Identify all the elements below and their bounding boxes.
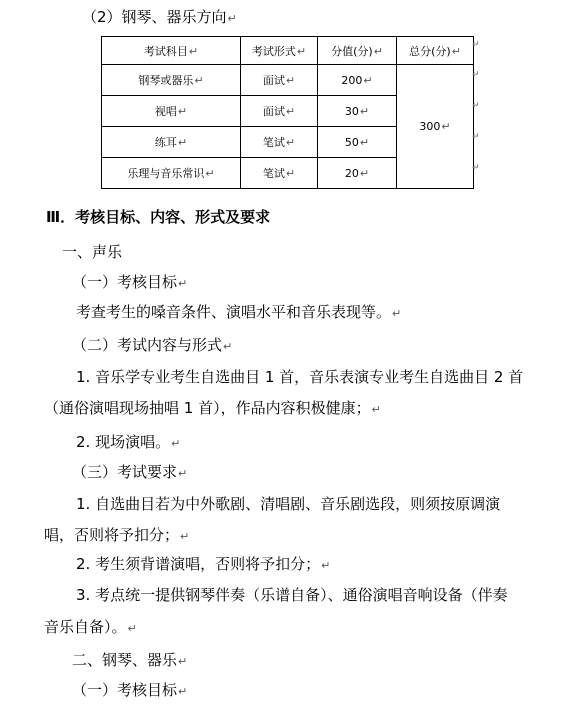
subsection-heading: 二、钢琴、器乐↵ xyxy=(72,651,188,669)
score-cell: 200↵ xyxy=(318,65,397,96)
paragraph: 2. 现场演唱。↵ xyxy=(76,433,181,451)
item-heading: （二）考试内容与形式↵ xyxy=(72,336,233,354)
item-heading: （三）考试要求↵ xyxy=(72,463,188,481)
subject-cell: 乐理与音乐常识↵ xyxy=(102,158,241,189)
subsection-heading: 一、声乐 xyxy=(62,243,123,261)
score-cell: 30↵ xyxy=(318,96,397,127)
paragraph: （通俗演唱现场抽唱 1 首），作品内容积极健康；↵ xyxy=(44,399,381,417)
section-heading-text: （2）钢琴、器乐方向 xyxy=(82,8,227,26)
form-cell: 面试↵ xyxy=(241,65,318,96)
subject-cell: 练耳↵ xyxy=(102,127,241,158)
score-table xyxy=(101,36,474,189)
form-cell: 面试↵ xyxy=(241,96,318,127)
row-end-mark-icon: ↵ xyxy=(472,101,480,111)
row-end-mark-icon: ↵ xyxy=(472,70,480,80)
score-cell: 20↵ xyxy=(318,158,397,189)
row-end-mark-icon: ↵ xyxy=(472,132,480,142)
row-end-mark-icon: ↵ xyxy=(472,163,480,173)
item-heading: （一）考核目标↵ xyxy=(72,273,188,291)
chapter-heading: Ⅲ．考核目标、内容、形式及要求 xyxy=(46,208,271,226)
table-row xyxy=(102,65,474,96)
score-cell: 50↵ xyxy=(318,127,397,158)
table-header-row xyxy=(102,37,474,65)
row-end-mark-icon: ↵ xyxy=(472,40,480,50)
form-cell: 笔试↵ xyxy=(241,127,318,158)
paragraph: 考查考生的嗓音条件、演唱水平和音乐表现等。↵ xyxy=(76,303,402,321)
item-heading: （一）考核目标↵ xyxy=(72,681,188,699)
paragraph: 音乐自备）。↵ xyxy=(44,618,137,636)
header-cell: 考试科目↵ xyxy=(102,37,241,65)
paragraph: 1. 自选曲目若为中外歌剧、清唱剧、音乐剧选段，则须按原调演 xyxy=(76,495,501,513)
header-cell: 分值(分)↵ xyxy=(318,37,397,65)
total-cell: 300↵ xyxy=(397,65,474,189)
subject-cell: 视唱↵ xyxy=(102,96,241,127)
paragraph: 唱，否则将予扣分；↵ xyxy=(44,526,190,544)
form-cell: 笔试↵ xyxy=(241,158,318,189)
section-heading xyxy=(82,7,237,29)
paragraph: 2. 考生须背谱演唱，否则将予扣分；↵ xyxy=(76,555,331,573)
paragraph-mark-icon: ↵ xyxy=(227,12,237,25)
subject-cell: 钢琴或器乐↵ xyxy=(102,65,241,96)
paragraph: 3. 考点统一提供钢琴伴奏（乐谱自备）、通俗演唱音响设备（伴奏 xyxy=(76,586,508,604)
header-cell: 总分(分)↵ xyxy=(397,37,474,65)
paragraph: 1. 音乐学专业考生自选曲目 1 首，音乐表演专业考生自选曲目 2 首 xyxy=(76,368,524,386)
header-cell: 考试形式↵ xyxy=(241,37,318,65)
